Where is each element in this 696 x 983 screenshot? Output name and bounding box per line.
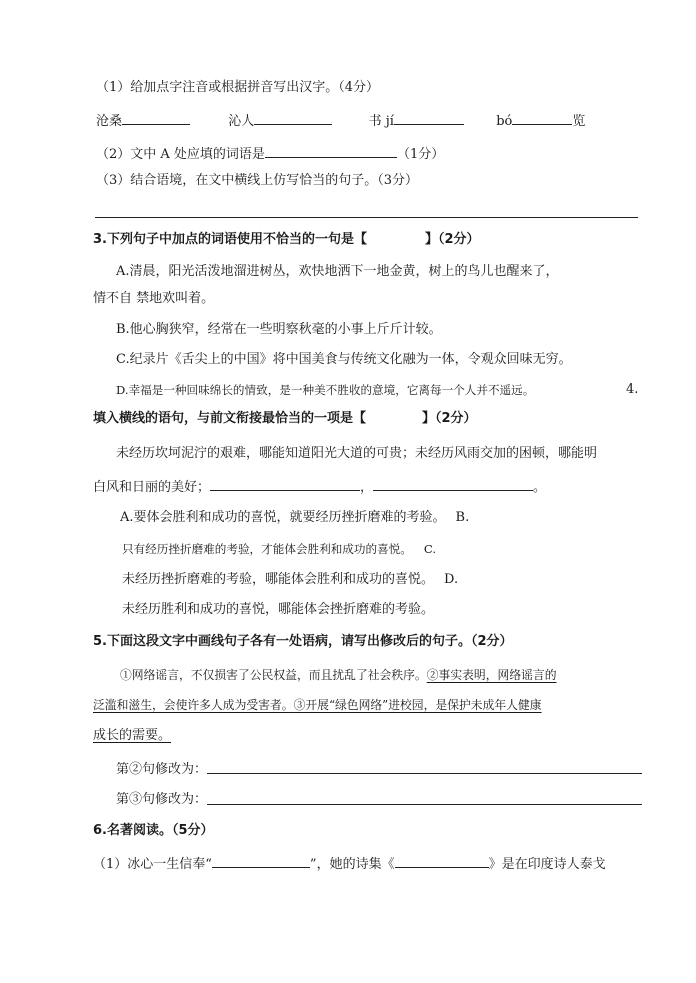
blank-1[interactable]: [122, 110, 190, 125]
q4-title-text: 填入横线的语句，与前文衔接最恰当的一项是【: [93, 411, 367, 426]
q3-title-score: 】（2分）: [424, 232, 480, 247]
q5-passage-line3: [93, 727, 171, 745]
q5-fix-2-line[interactable]: [207, 773, 642, 774]
q3-option-a-line1: A.清晨，阳光活泼地溜进树丛，欢快地洒下一地金黄，树上的鸟儿也醒来了，: [116, 264, 559, 279]
q6-sub1-text-a: （1）冰心一生信奉“: [93, 857, 212, 872]
answer-line[interactable]: [95, 217, 638, 218]
q2-sub1: （1）给加点字注音或根据拼音写出汉字。（4分）: [96, 80, 380, 95]
q5-sentence-2b: 泛滥和滋生，会使许多人成为受害者。: [93, 698, 294, 712]
q4-option-a-text: A.要体会胜利和成功的喜悦，就要经历挫折磨难的考验。: [120, 510, 446, 525]
q2-sub2: [96, 143, 444, 164]
q6-sub1-text-c: 》是在印度诗人泰戈: [488, 857, 606, 872]
word-3: 书 jí: [368, 114, 394, 129]
q4-option-a: [120, 509, 469, 527]
q5-passage-line1: [120, 666, 557, 684]
q4-option-c-text: 未经历挫折磨难的考验，哪能体会胜利和成功的喜悦。: [122, 572, 435, 587]
q4-option-b: [122, 540, 436, 558]
blank-3[interactable]: [394, 110, 464, 125]
q4-option-b-label: B.: [455, 510, 470, 525]
q4-number: 4.: [626, 382, 639, 397]
q2-sub2-text: （2）文中 A 处应填的词语是: [96, 147, 265, 162]
word-4b: 览: [572, 114, 586, 129]
word-2: 沁人: [228, 114, 255, 129]
q5-title: 5.下面这段文字中画线句子各有一处语病，请写出修改后的句子。（2分）: [93, 634, 513, 649]
q5-sentence-3b: 成长的需要。: [93, 728, 172, 743]
blank-q6-2[interactable]: [395, 853, 489, 868]
q2-word-row: [96, 110, 585, 131]
word-1: 沧桑: [96, 114, 123, 129]
q6-title: 6.名著阅读。（5分）: [93, 823, 214, 838]
q6-sub1: [93, 853, 606, 874]
q3-option-b: B.他心胸狭窄，经常在一些明察秋毫的小事上斤斤计较。: [116, 322, 442, 337]
q5-sentence-3a: ③开展“绿色网络”进校园，是保护未成年人健康: [293, 698, 542, 712]
q4-comma: ，: [360, 480, 374, 495]
blank-2[interactable]: [254, 110, 332, 125]
q4-option-d: 未经历胜利和成功的喜悦，哪能体会挫折磨难的考验。: [122, 602, 435, 617]
q5-sentence-1: ①网络谣言，不仅损害了公民权益，而且扰乱了社会秩序。: [120, 668, 427, 682]
blank-q4-2[interactable]: [373, 476, 533, 491]
q3-option-a-line2: 情不自 禁地欢叫着。: [93, 291, 215, 306]
q5-fix-3-label: 第③句修改为：: [116, 792, 208, 807]
q4-period: 。: [533, 480, 547, 495]
q5-fix-3-line[interactable]: [207, 804, 642, 805]
q4-option-b-text: 只有经历挫折磨难的考验，才能体会胜利和成功的喜悦。: [122, 542, 412, 556]
q4-passage-line2: [93, 476, 546, 497]
q3-title-text: 3.下列句子中加点的词语使用不恰当的一句是【: [93, 232, 367, 247]
blank-q4-1[interactable]: [210, 476, 360, 491]
q4-option-d-label: D.: [444, 572, 459, 587]
blank-4[interactable]: [512, 110, 572, 125]
q2-sub2-score: （1分）: [396, 147, 445, 162]
q3-option-d: D.幸福是一种回味绵长的情致，是一种美不胜收的意境，它离每一个人并不遥远。: [116, 383, 535, 397]
blank-q6-1[interactable]: [212, 853, 310, 868]
q6-sub1-text-b: ”，她的诗集《: [309, 857, 395, 872]
q5-sentence-2a: ②事实表明，网络谣言的: [426, 668, 557, 682]
q4-option-c: [122, 571, 458, 589]
q2-sub3: （3）结合语境，在文中横线上仿写恰当的句子。（3分）: [96, 173, 419, 188]
q4-title-score: 】（2分）: [422, 411, 477, 426]
q4-option-c-label: C.: [423, 542, 437, 556]
word-4: bó: [496, 114, 513, 129]
q4-title: [93, 410, 477, 428]
blank-a[interactable]: [265, 143, 397, 158]
q5-passage-line2: [93, 696, 542, 714]
q3-option-c: C.纪录片《舌尖上的中国》将中国美食与传统文化融为一体，令观众回味无穷。: [116, 352, 572, 367]
q4-passage-text: 白风和日丽的美好；: [93, 480, 211, 495]
q3-title: [93, 231, 480, 249]
q5-fix-2-label: 第②句修改为：: [116, 762, 208, 777]
q4-passage-line1: 未经历坎坷泥泞的艰难，哪能知道阳光大道的可贵；未经历风雨交加的困顿，哪能明: [116, 446, 598, 461]
